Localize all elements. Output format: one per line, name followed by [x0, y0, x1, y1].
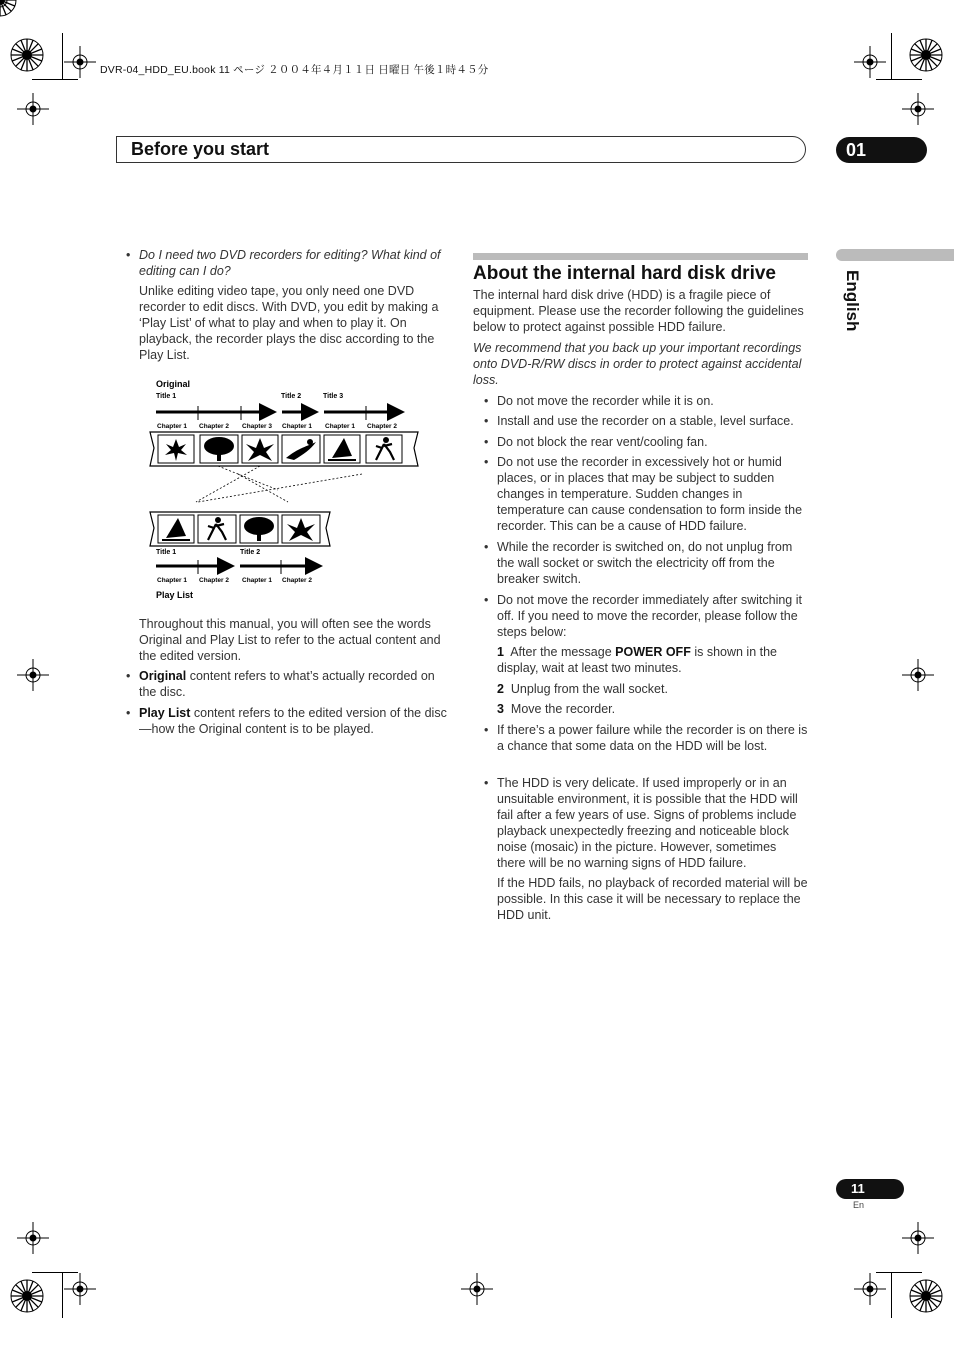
hdd-guideline [484, 393, 812, 409]
hdd-guideline [484, 722, 808, 754]
bullet-dot: • [484, 455, 489, 469]
hdd-guideline [484, 592, 808, 640]
playlist-label [156, 590, 193, 600]
edit-diagram [148, 376, 423, 606]
guideline-text: Do not block the rear vent/cooling fan. [497, 435, 708, 449]
original-label [156, 379, 190, 389]
backup-recommendation: We recommend that you back up your important recordings onto DVD-R/RW discs in order to protect against accidental loss. [473, 341, 802, 387]
language-label: English [843, 270, 862, 332]
playlist-chapter: Chapter 2 [282, 577, 312, 584]
step-number: 3 [497, 702, 504, 716]
playlist-film-strip [150, 512, 330, 546]
book-info-line: DVR-04_HDD_EU.book 11 ページ ２００４年４月１１日 日曜日 午後１時４５分 [100, 64, 489, 76]
section-divider-bar [473, 253, 808, 260]
chapter-number-badge: 01 [836, 137, 927, 163]
hdd-guideline [484, 434, 812, 450]
move-step-3 [497, 701, 812, 717]
guideline-text: Do not move the recorder while it is on. [497, 394, 714, 408]
original-film-strip [150, 432, 418, 466]
playlist-chapter: Chapter 1 [242, 577, 272, 584]
guideline-text: Do not move the recorder immediately after switching it off. If you need to move the recorder, please follow the steps below: [497, 593, 802, 639]
hdd-guideline [484, 539, 812, 587]
step-number: 1 [497, 645, 504, 659]
original-chapter: Chapter 3 [242, 423, 272, 430]
original-chapter: Chapter 2 [199, 423, 229, 430]
hdd-guideline [484, 775, 808, 923]
original-title-1: Title 1 [156, 393, 177, 400]
original-chapter: Chapter 1 [282, 423, 312, 430]
guideline-text: While the recorder is switched on, do not unplug from the wall socket or switch the electricity off from the breaker switch. [497, 540, 793, 586]
move-step-2 [497, 681, 812, 697]
section-title-bar [116, 136, 806, 163]
faq-item [126, 247, 448, 363]
playlist-title-2: Title 2 [240, 549, 261, 556]
move-step-1 [497, 644, 812, 676]
bullet-dot: • [484, 540, 489, 554]
original-chapter: Chapter 1 [157, 423, 187, 430]
bullet-dot: • [126, 248, 131, 262]
playlist-term: Play List [139, 706, 191, 720]
power-off-message: POWER OFF [615, 645, 691, 659]
bullet-dot: • [484, 723, 489, 737]
playlist-chapter: Chapter 1 [157, 577, 187, 584]
step-text: After the message [510, 645, 616, 659]
original-chapter: Chapter 2 [367, 423, 397, 430]
svg-text:Play List: Play List [156, 590, 194, 600]
guideline-text: If the HDD fails, no playback of recorded material will be possible. In this case it will be necessary to replace the HDD unit. [497, 876, 808, 922]
bullet-dot: • [484, 414, 489, 428]
hdd-guideline [484, 454, 808, 534]
language-tab [836, 249, 954, 261]
original-definition [126, 668, 448, 700]
guideline-text: Do not use the recorder in excessively hot or humid places, or in places that may be subject to sudden changes in temperature. Sudden changes in temperature can cause condensation to form inside the recorder. This can be a cause of HDD failure. [497, 455, 803, 533]
bullet-dot: • [484, 435, 489, 449]
original-title-2: Title 2 [281, 393, 302, 400]
page-number: 11 [836, 1179, 904, 1199]
original-title-3: Title 3 [323, 393, 344, 400]
playlist-chapter: Chapter 2 [199, 577, 229, 584]
svg-text:Original: Original [156, 379, 191, 389]
step-text: is shown in the display, wait at least two minutes. [497, 645, 778, 675]
original-chapter: Chapter 1 [325, 423, 355, 430]
playlist-definition [126, 705, 448, 737]
guideline-text: If there’s a power failure while the recorder is on there is a chance that some data on the HDD will be lost. [497, 723, 808, 753]
section-heading: About the internal hard disk drive [473, 263, 776, 284]
original-description: content refers to what’s actually recorded on the disc. [139, 669, 435, 699]
step-number: 2 [497, 682, 504, 696]
bullet-dot: • [484, 776, 489, 790]
hdd-intro: The internal hard disk drive (HDD) is a fragile piece of equipment. Please use the recorder following the guidelines below to protect against possible HDD failure. [473, 288, 804, 334]
bullet-dot: • [126, 669, 131, 683]
faq-answer: Unlike editing video tape, you only need one DVD recorder to edit discs. With DVD, you edit by making a ‘Play List’ of what to play and when to play it. On playback, the recorder plays the disc according to the Play List. [139, 284, 439, 362]
bullet-dot: • [484, 593, 489, 607]
faq-question: Do I need two DVD recorders for editing? What kind of editing can I do? [139, 248, 441, 278]
hdd-guideline [484, 413, 812, 429]
bullet-dot: • [126, 706, 131, 720]
page-language: En [853, 1200, 865, 1210]
usage-note: Throughout this manual, you will often see the words Original and Play List to refer to the actual content and the edited version. [139, 617, 441, 663]
step-text: Unplug from the wall socket. [510, 682, 668, 696]
guideline-text: Install and use the recorder on a stable, level surface. [497, 414, 794, 428]
bullet-dot: • [484, 394, 489, 408]
guideline-text: The HDD is very delicate. If used improperly or in an unsuitable environment, it is possible that the HDD will fail after a few years of use. Signs of problems include playback unexpectedly freezing and noticeable block noise (mosaic) in the picture. However, sometimes there will be no warning signs of HDD failure. [497, 776, 798, 870]
playlist-title-1: Title 1 [156, 549, 177, 556]
original-term: Original [139, 669, 187, 683]
step-text: Move the recorder. [510, 702, 616, 716]
playlist-description: content refers to the edited version of the disc—how the Original content is to be played. [139, 706, 447, 736]
section-title: Before you start [131, 139, 270, 159]
